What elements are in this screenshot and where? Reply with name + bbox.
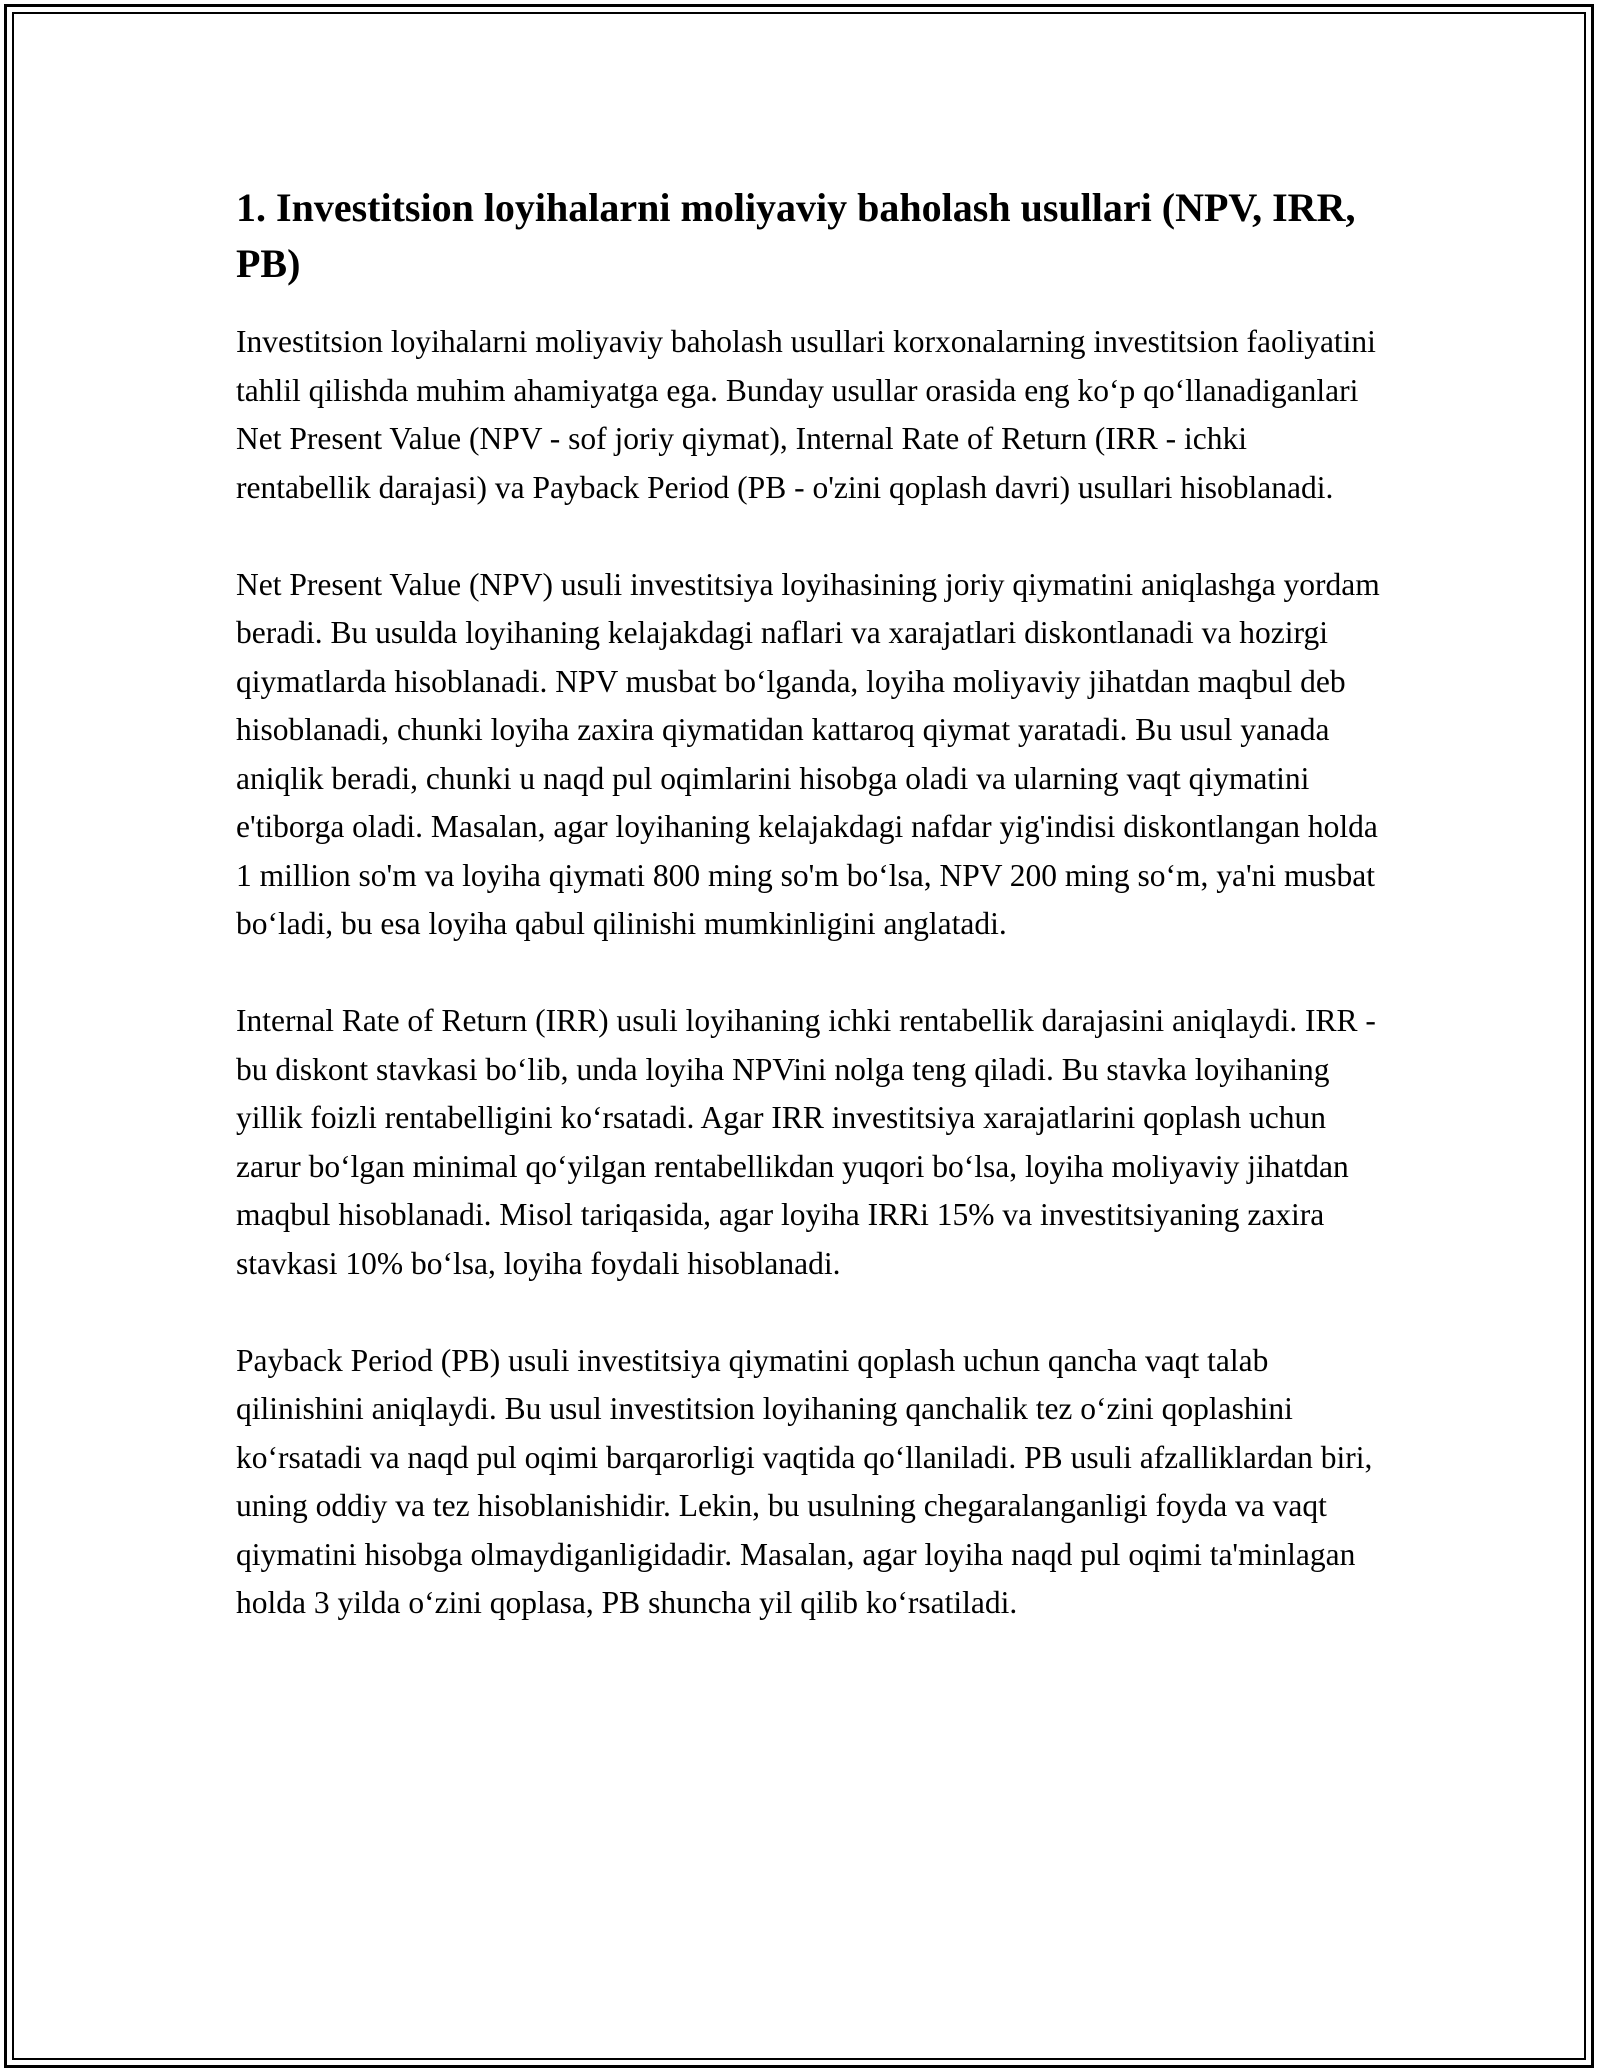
paragraph-npv: Net Present Value (NPV) usuli investitsiya loyihasining joriy qiymatini aniqlashga yordam beradi. Bu usulda loyihaning kelajakdagi naflari va xarajatlari diskontlanadi va hozirgi qiymatlarda hisoblanadi. NPV musbat boʻlganda, loyiha moliyaviy jihatdan maqbul deb hisoblanadi, chunki loyiha zaxira qiymatidan kattaroq qiymat yaratadi. Bu usul yanada aniqlik beradi, chunki u naqd pul oqimlarini hisobga oladi va ularning vaqt qiymatini e'tiborga oladi. Masalan, agar loyihaning kelajakdagi nafdar yig'indisi diskontlangan holda 1 million so'm va loyiha qiymati 800 ming so'm boʻlsa, NPV 200 ming soʻm, ya'ni musbat boʻladi, bu esa loyiha qabul qilinishi mumkinligini anglatadi. xyxy=(236,566,1380,941)
paragraph-intro: Investitsion loyihalarni moliyaviy baholash usullari korxonalarning investitsion faoliyatini tahlil qilishda muhim ahamiyatga ega. Bunday usullar orasida eng koʻp qoʻllanadiganlari Net Present Value (NPV - sof joriy qiymat), Internal Rate of Return (IRR - ichki rentabellik darajasi) va Payback Period (PB - o'zini qoplash davri) usullari hisoblanadi. xyxy=(236,324,1376,505)
paragraph-pb: Payback Period (PB) usuli investitsiya qiymatini qoplash uchun qancha vaqt talab qilinishini aniqlaydi. Bu usul investitsion loyihaning qanchalik tez oʻzini qoplashini koʻrsatadi va naqd pul oqimi barqarorligi vaqtida qoʻllaniladi. PB usuli afzalliklardan biri, uning oddiy va tez hisoblanishidir. Lekin, bu usulning chegaralanganligi foyda va vaqt qiymatini hisobga olmaydiganligidadir. Masalan, agar loyiha naqd pul oqimi ta'minlagan holda 3 yilda oʻzini qoplasa, PB shuncha yil qilib koʻrsatiladi. xyxy=(236,1342,1373,1620)
document-body xyxy=(236,180,1386,1676)
section-heading: 1. Investitsion loyihalarni moliyaviy baholash usullari (NPV, IRR, PB) xyxy=(236,185,1356,286)
paragraph-irr: Internal Rate of Return (IRR) usuli loyihaning ichki rentabellik darajasini aniqlaydi. IRR - bu diskont stavkasi boʻlib, unda loyiha NPVini nolga teng qiladi. Bu stavka loyihaning yillik foizli rentabelligini koʻrsatadi. Agar IRR investitsiya xarajatlarini qoplash uchun zarur boʻlgan minimal qoʻyilgan rentabellikdan yuqori boʻlsa, loyiha moliyaviy jihatdan maqbul hisoblanadi. Misol tariqasida, agar loyiha IRRi 15% va investitsiyaning zaxira stavkasi 10% boʻlsa, loyiha foydali hisoblanadi. xyxy=(236,1003,1376,1281)
